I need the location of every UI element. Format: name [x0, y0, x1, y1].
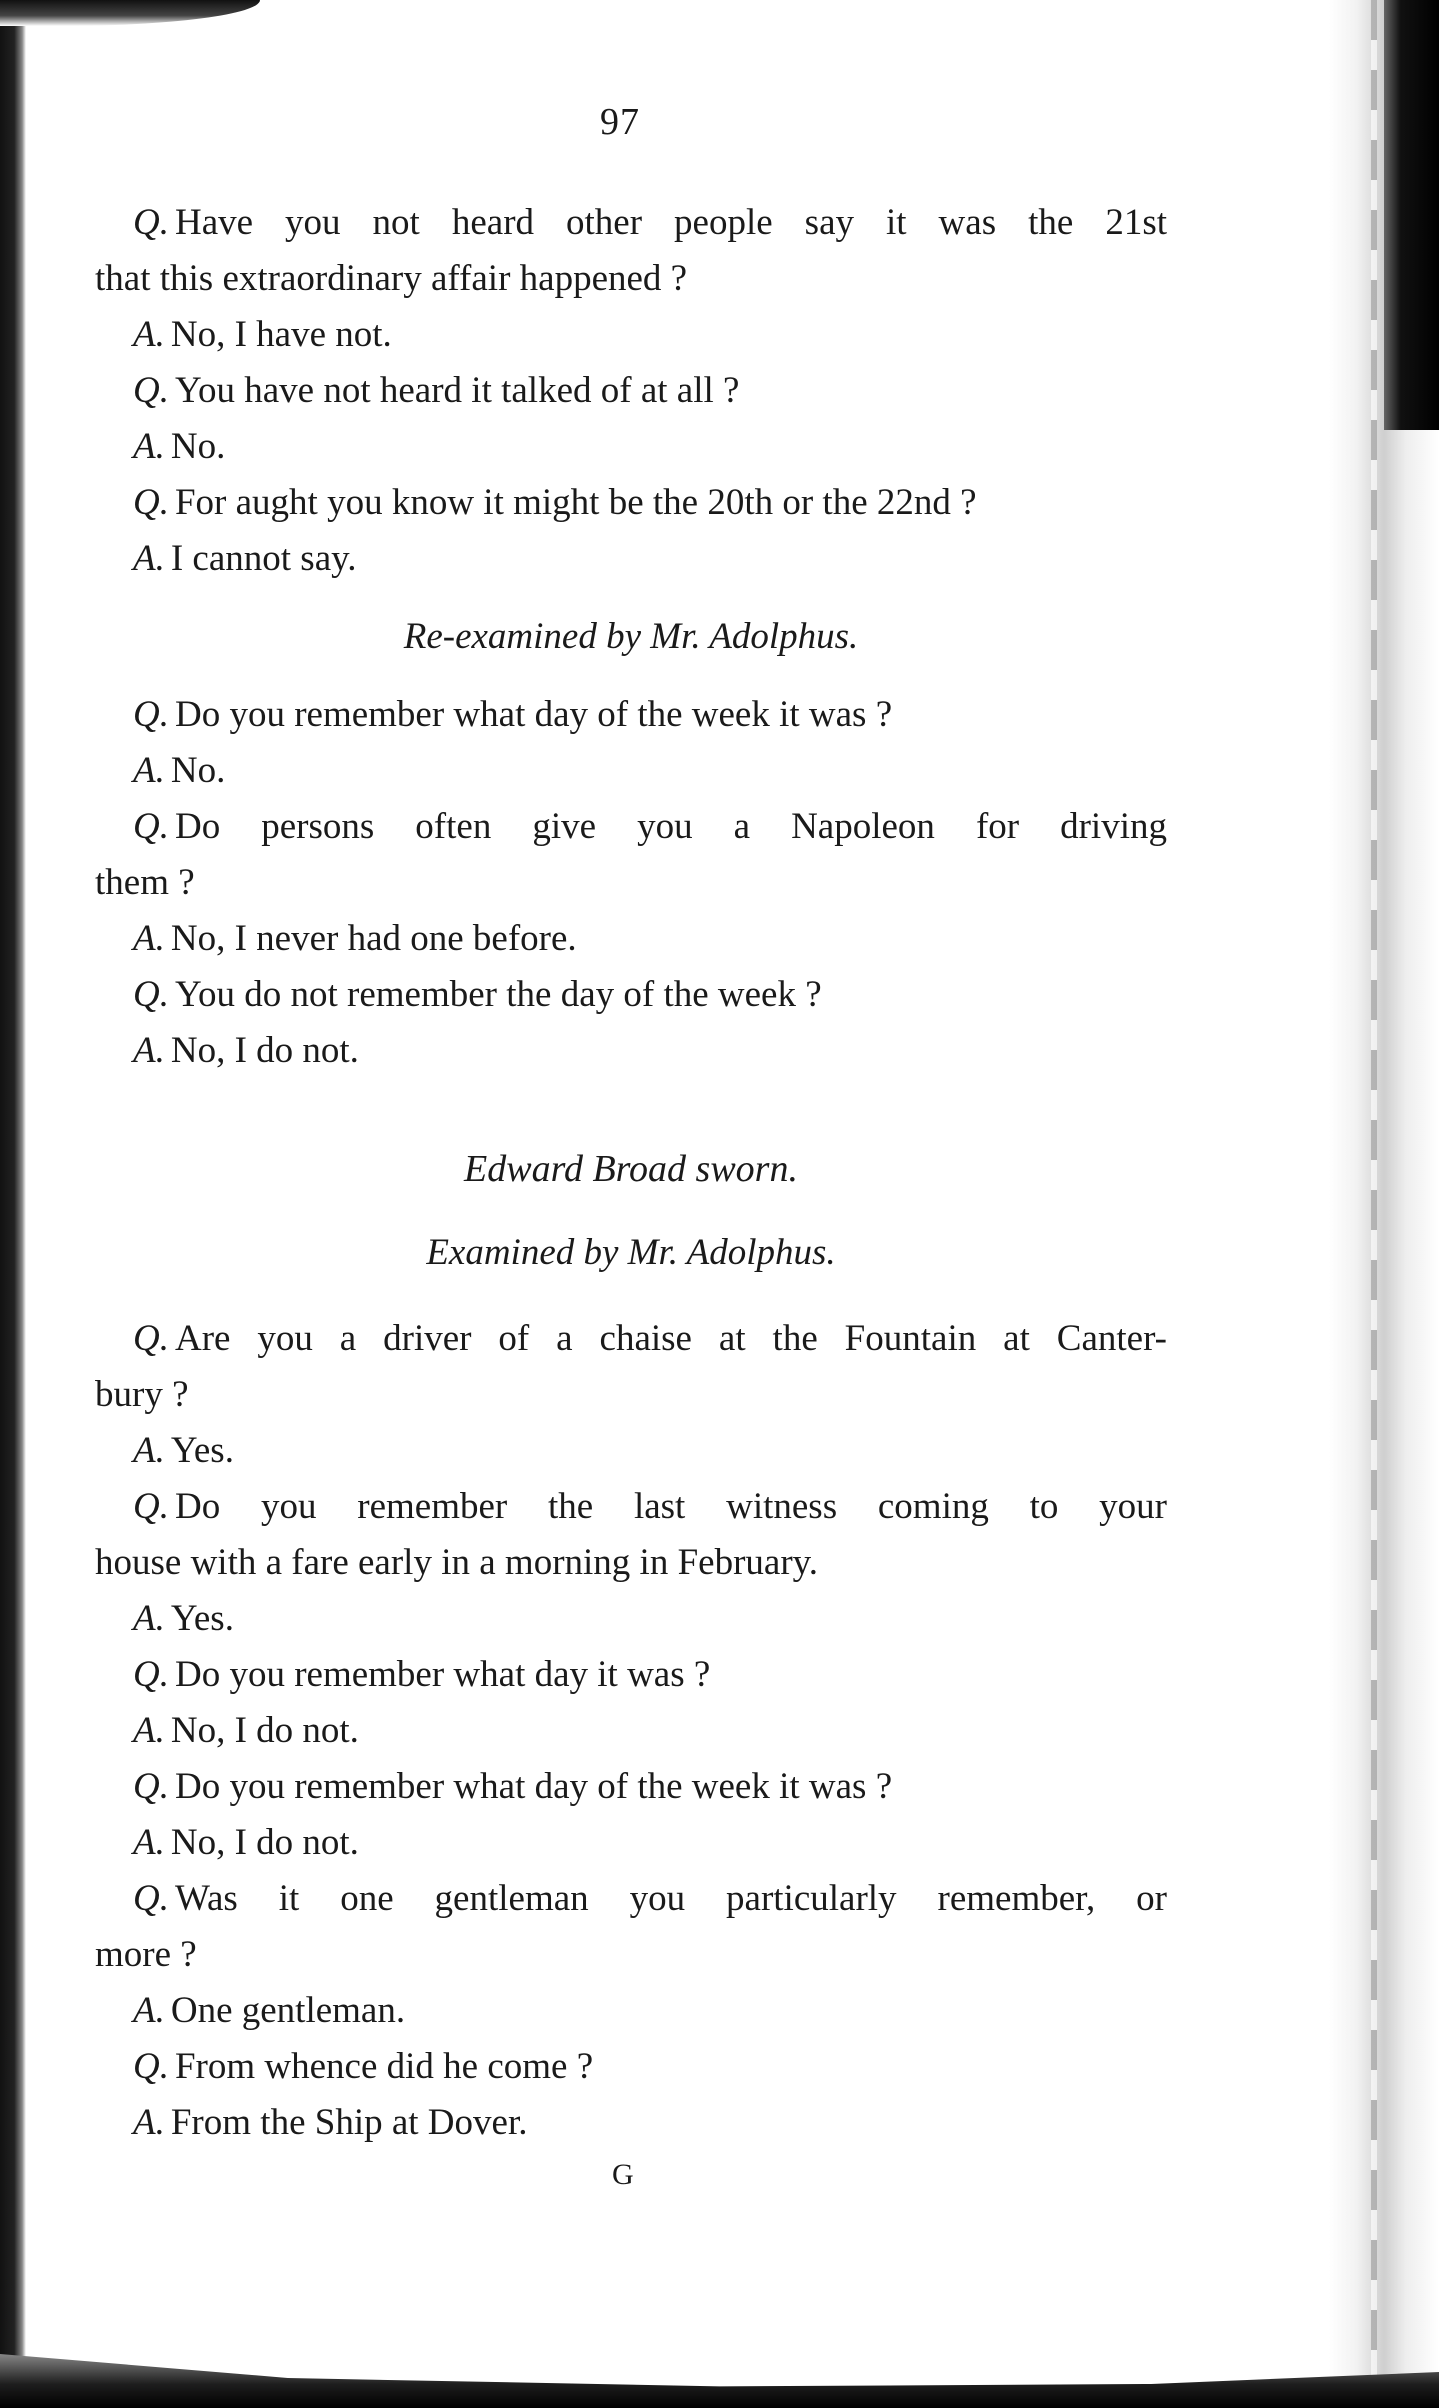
text-line: A. One gentleman. — [133, 1990, 406, 2031]
text-line: them ? — [95, 862, 195, 903]
page-number: 97 — [600, 101, 640, 143]
text-line: Q. Are you a driver of a chaise at the Fountain at Canter- — [133, 1318, 1167, 1359]
reexamined-heading: Re-examined by Mr. Adolphus. — [403, 616, 859, 657]
text-line: A. Yes. — [133, 1598, 234, 1639]
page-body — [95, 195, 1167, 2151]
text-line: A. No. — [133, 426, 226, 467]
text-line: A. No. — [133, 750, 226, 791]
text-line: house with a fare early in a morning in February. — [95, 1542, 818, 1583]
text-line: A. No, I do not. — [133, 1030, 359, 1071]
text-line: more ? — [95, 1934, 197, 1975]
text-line: Q. You do not remember the day of the week ? — [133, 974, 822, 1015]
text-line: A. Yes. — [133, 1430, 234, 1471]
text-line: Q. Do you remember what day of the week it was ? — [133, 694, 893, 735]
scan-edge-top — [0, 0, 260, 26]
signature-mark: G — [612, 2158, 634, 2191]
text-line: Q. Do you remember what day it was ? — [133, 1654, 711, 1695]
text-line: A. I cannot say. — [133, 538, 357, 579]
text-line: Q. Do you remember what day of the week it was ? — [133, 1766, 893, 1807]
text-line: A. From the Ship at Dover. — [133, 2102, 528, 2143]
binding-shadow — [1384, 0, 1439, 430]
text-line: Q. From whence did he come ? — [133, 2046, 594, 2087]
text-line: bury ? — [95, 1374, 189, 1415]
text-line: A. No, I do not. — [133, 1710, 359, 1751]
text-line: Q. Was it one gentleman you particularly remember, or — [133, 1878, 1167, 1919]
binding-lines — [1371, 0, 1377, 2408]
text-line: A. No, I never had one before. — [133, 918, 577, 959]
text-line: that this extraordinary affair happened ? — [95, 258, 688, 299]
scan-edge-bottom — [0, 2288, 1439, 2408]
text-line: A. No, I have not. — [133, 314, 392, 355]
examined-heading: Examined by Mr. Adolphus. — [426, 1232, 836, 1273]
text-line: Q. Do persons often give you a Napoleon for driving — [133, 806, 1167, 847]
scan-edge-left — [0, 0, 26, 2408]
text-line: Q. Do you remember the last witness coming to your — [133, 1486, 1167, 1527]
text-line: Q. You have not heard it talked of at all ? — [133, 370, 740, 411]
witness-heading: Edward Broad sworn. — [464, 1148, 798, 1190]
text-line: Q. For aught you know it might be the 20th or the 22nd ? — [133, 482, 977, 523]
text-line: Q. Have you not heard other people say it was the 21st — [133, 202, 1167, 243]
text-line: A. No, I do not. — [133, 1822, 359, 1863]
